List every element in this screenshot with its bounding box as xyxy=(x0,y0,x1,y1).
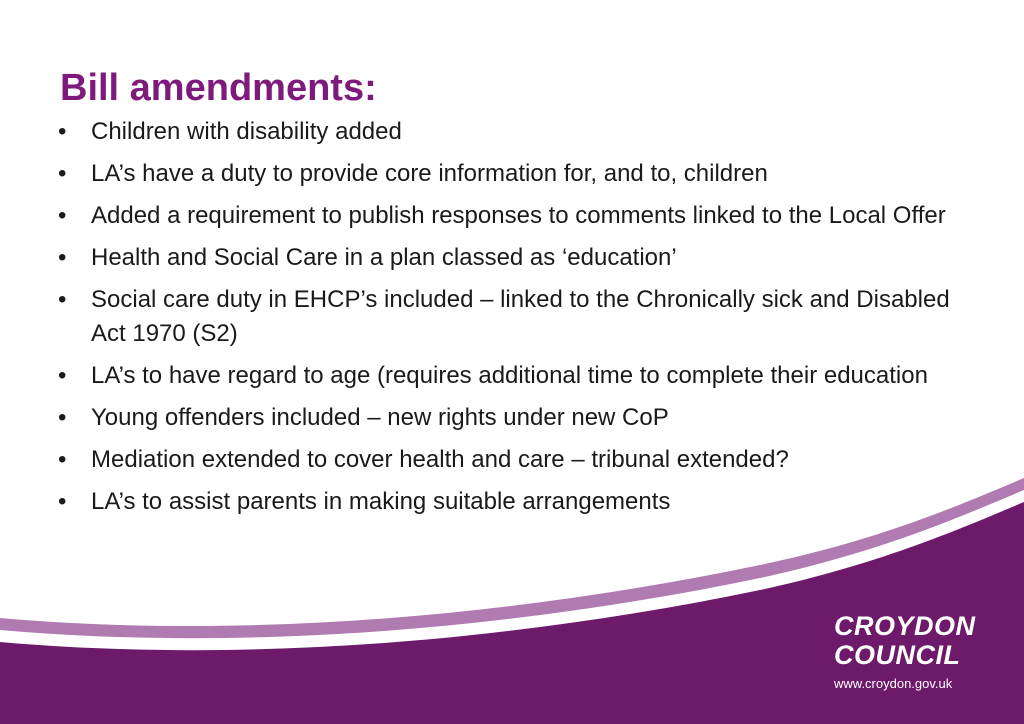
bullet-item xyxy=(58,401,968,435)
bullet-marker: • xyxy=(58,404,67,431)
website-url: www.croydon.gov.uk xyxy=(834,676,953,691)
bullet-text: Children with disability added xyxy=(91,118,402,145)
bullet-item xyxy=(58,115,968,149)
bullet-text: Social care duty in EHCP’s included – linked to the Chronically sick and Disabled Act 1970 (S2) xyxy=(91,286,950,347)
bullet-item xyxy=(58,443,968,477)
bullet-item xyxy=(58,241,968,275)
bullet-marker: • xyxy=(58,362,67,389)
bullet-item xyxy=(58,199,968,233)
logo-line-council: COUNCIL xyxy=(834,640,961,670)
bullet-text: LA’s to have regard to age (requires additional time to complete their education xyxy=(91,362,928,389)
bullet-text: Young offenders included – new rights under new CoP xyxy=(91,404,669,431)
bullet-text: Mediation extended to cover health and care – tribunal extended? xyxy=(91,446,789,473)
bullet-marker: • xyxy=(58,202,67,229)
bullet-text: LA’s to assist parents in making suitable arrangements xyxy=(91,488,671,515)
bullet-marker: • xyxy=(58,118,67,145)
bullet-marker: • xyxy=(58,446,67,473)
bullet-item xyxy=(58,359,968,393)
bullet-item xyxy=(58,157,968,191)
bullet-text: Health and Social Care in a plan classed as ‘education’ xyxy=(91,244,677,271)
croydon-council-logo xyxy=(834,612,994,692)
bullet-marker: • xyxy=(58,488,67,515)
bullet-list xyxy=(58,115,968,527)
bullet-text: Added a requirement to publish responses to comments linked to the Local Offer xyxy=(91,202,946,229)
slide-title: Bill amendments: xyxy=(60,67,377,109)
logo-line-croydon: CROYDON xyxy=(834,611,976,641)
bullet-marker: • xyxy=(58,244,67,271)
bullet-text: LA’s have a duty to provide core information for, and to, children xyxy=(91,160,768,187)
bullet-marker: • xyxy=(58,286,67,313)
bullet-marker: • xyxy=(58,160,67,187)
bullet-item xyxy=(58,283,968,351)
bullet-item xyxy=(58,485,968,519)
